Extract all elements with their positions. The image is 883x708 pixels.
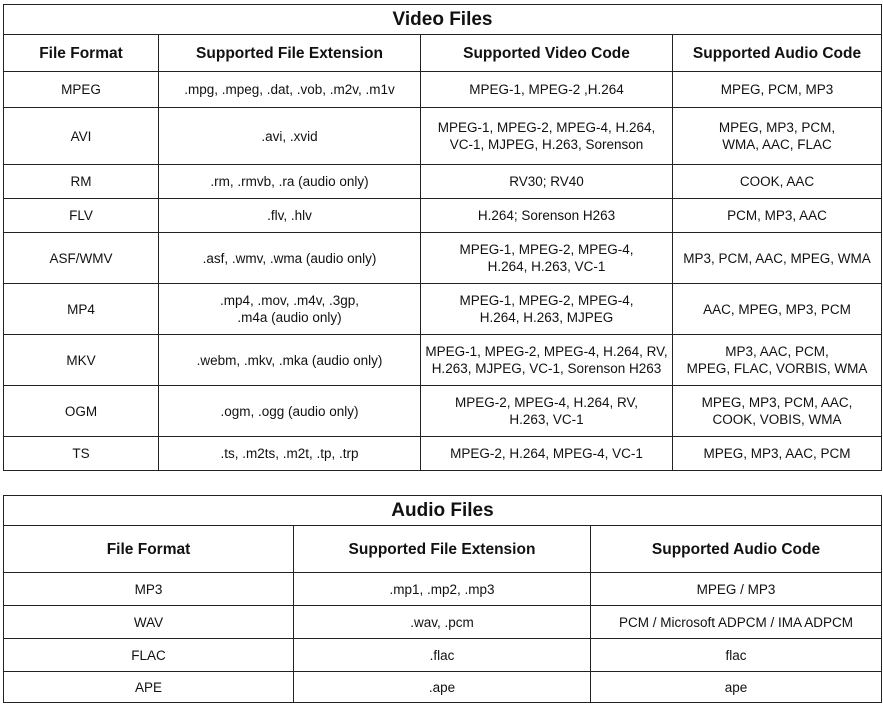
file-format-cell: FLV bbox=[4, 199, 159, 233]
table-row bbox=[4, 639, 882, 672]
table-row bbox=[4, 108, 882, 165]
audio-code-cell: COOK, AAC bbox=[673, 165, 882, 199]
table-row bbox=[4, 284, 882, 335]
header-file-format: File Format bbox=[4, 35, 159, 72]
file-format-cell: ASF/WMV bbox=[4, 233, 159, 284]
file-format-cell: OGM bbox=[4, 386, 159, 437]
table-row bbox=[4, 573, 882, 606]
audio-code-cell: PCM, MP3, AAC bbox=[673, 199, 882, 233]
video-files-table bbox=[3, 4, 882, 471]
table-row bbox=[4, 606, 882, 639]
video-code-cell: MPEG-2, H.264, MPEG-4, VC-1 bbox=[421, 437, 673, 471]
file-format-cell: AVI bbox=[4, 108, 159, 165]
file-format-cell: WAV bbox=[4, 606, 294, 639]
table-row bbox=[4, 672, 882, 703]
file-extension-cell: .ogm, .ogg (audio only) bbox=[159, 386, 421, 437]
audio-files-title: Audio Files bbox=[4, 496, 882, 526]
audio-code-cell: MPEG, MP3, PCM, AAC, COOK, VOBIS, WMA bbox=[673, 386, 882, 437]
file-extension-cell: .mpg, .mpeg, .dat, .vob, .m2v, .m1v bbox=[159, 72, 421, 108]
audio-code-cell: AAC, MPEG, MP3, PCM bbox=[673, 284, 882, 335]
audio-code-cell: MPEG, MP3, PCM, WMA, AAC, FLAC bbox=[673, 108, 882, 165]
video-code-cell: MPEG-1, MPEG-2, MPEG-4, H.264, RV, H.263, MJPEG, VC-1, Sorenson H263 bbox=[421, 335, 673, 386]
video-code-cell: MPEG-1, MPEG-2, MPEG-4, H.264, H.263, MJPEG bbox=[421, 284, 673, 335]
header-supported-video-code: Supported Video Code bbox=[421, 35, 673, 72]
file-extension-cell: .mp4, .mov, .m4v, .3gp, .m4a (audio only) bbox=[159, 284, 421, 335]
file-extension-cell: .webm, .mkv, .mka (audio only) bbox=[159, 335, 421, 386]
video-code-cell: MPEG-2, MPEG-4, H.264, RV, H.263, VC-1 bbox=[421, 386, 673, 437]
file-format-cell: RM bbox=[4, 165, 159, 199]
file-format-cell: FLAC bbox=[4, 639, 294, 672]
video-code-cell: MPEG-1, MPEG-2, MPEG-4, H.264, VC-1, MJPEG, H.263, Sorenson bbox=[421, 108, 673, 165]
file-extension-cell: .wav, .pcm bbox=[294, 606, 591, 639]
header-supported-file-extension: Supported File Extension bbox=[294, 526, 591, 573]
audio-code-cell: MPEG / MP3 bbox=[591, 573, 882, 606]
file-format-cell: MP4 bbox=[4, 284, 159, 335]
audio-code-cell: MP3, PCM, AAC, MPEG, WMA bbox=[673, 233, 882, 284]
table-row bbox=[4, 335, 882, 386]
video-files-title: Video Files bbox=[4, 5, 882, 35]
file-extension-cell: .asf, .wmv, .wma (audio only) bbox=[159, 233, 421, 284]
table-row bbox=[4, 386, 882, 437]
file-format-cell: APE bbox=[4, 672, 294, 703]
file-extension-cell: .flac bbox=[294, 639, 591, 672]
audio-files-table bbox=[3, 495, 882, 703]
audio-code-cell: MP3, AAC, PCM, MPEG, FLAC, VORBIS, WMA bbox=[673, 335, 882, 386]
audio-code-cell: PCM / Microsoft ADPCM / IMA ADPCM bbox=[591, 606, 882, 639]
table-row bbox=[4, 199, 882, 233]
table-row bbox=[4, 165, 882, 199]
audio-code-cell: MPEG, MP3, AAC, PCM bbox=[673, 437, 882, 471]
header-file-format: File Format bbox=[4, 526, 294, 573]
file-format-cell: TS bbox=[4, 437, 159, 471]
file-extension-cell: .ts, .m2ts, .m2t, .tp, .trp bbox=[159, 437, 421, 471]
header-supported-audio-code: Supported Audio Code bbox=[591, 526, 882, 573]
file-extension-cell: .rm, .rmvb, .ra (audio only) bbox=[159, 165, 421, 199]
file-format-cell: MP3 bbox=[4, 573, 294, 606]
file-format-cell: MPEG bbox=[4, 72, 159, 108]
video-code-cell: MPEG-1, MPEG-2, MPEG-4, H.264, H.263, VC-1 bbox=[421, 233, 673, 284]
header-supported-audio-code: Supported Audio Code bbox=[673, 35, 882, 72]
table-row bbox=[4, 72, 882, 108]
audio-code-cell: MPEG, PCM, MP3 bbox=[673, 72, 882, 108]
video-code-cell: MPEG-1, MPEG-2 ,H.264 bbox=[421, 72, 673, 108]
header-supported-file-extension: Supported File Extension bbox=[159, 35, 421, 72]
video-code-cell: H.264; Sorenson H263 bbox=[421, 199, 673, 233]
file-format-cell: MKV bbox=[4, 335, 159, 386]
video-code-cell: RV30; RV40 bbox=[421, 165, 673, 199]
file-extension-cell: .flv, .hlv bbox=[159, 199, 421, 233]
audio-code-cell: ape bbox=[591, 672, 882, 703]
file-extension-cell: .avi, .xvid bbox=[159, 108, 421, 165]
table-row bbox=[4, 233, 882, 284]
table-row bbox=[4, 437, 882, 471]
file-extension-cell: .mp1, .mp2, .mp3 bbox=[294, 573, 591, 606]
audio-code-cell: flac bbox=[591, 639, 882, 672]
file-extension-cell: .ape bbox=[294, 672, 591, 703]
